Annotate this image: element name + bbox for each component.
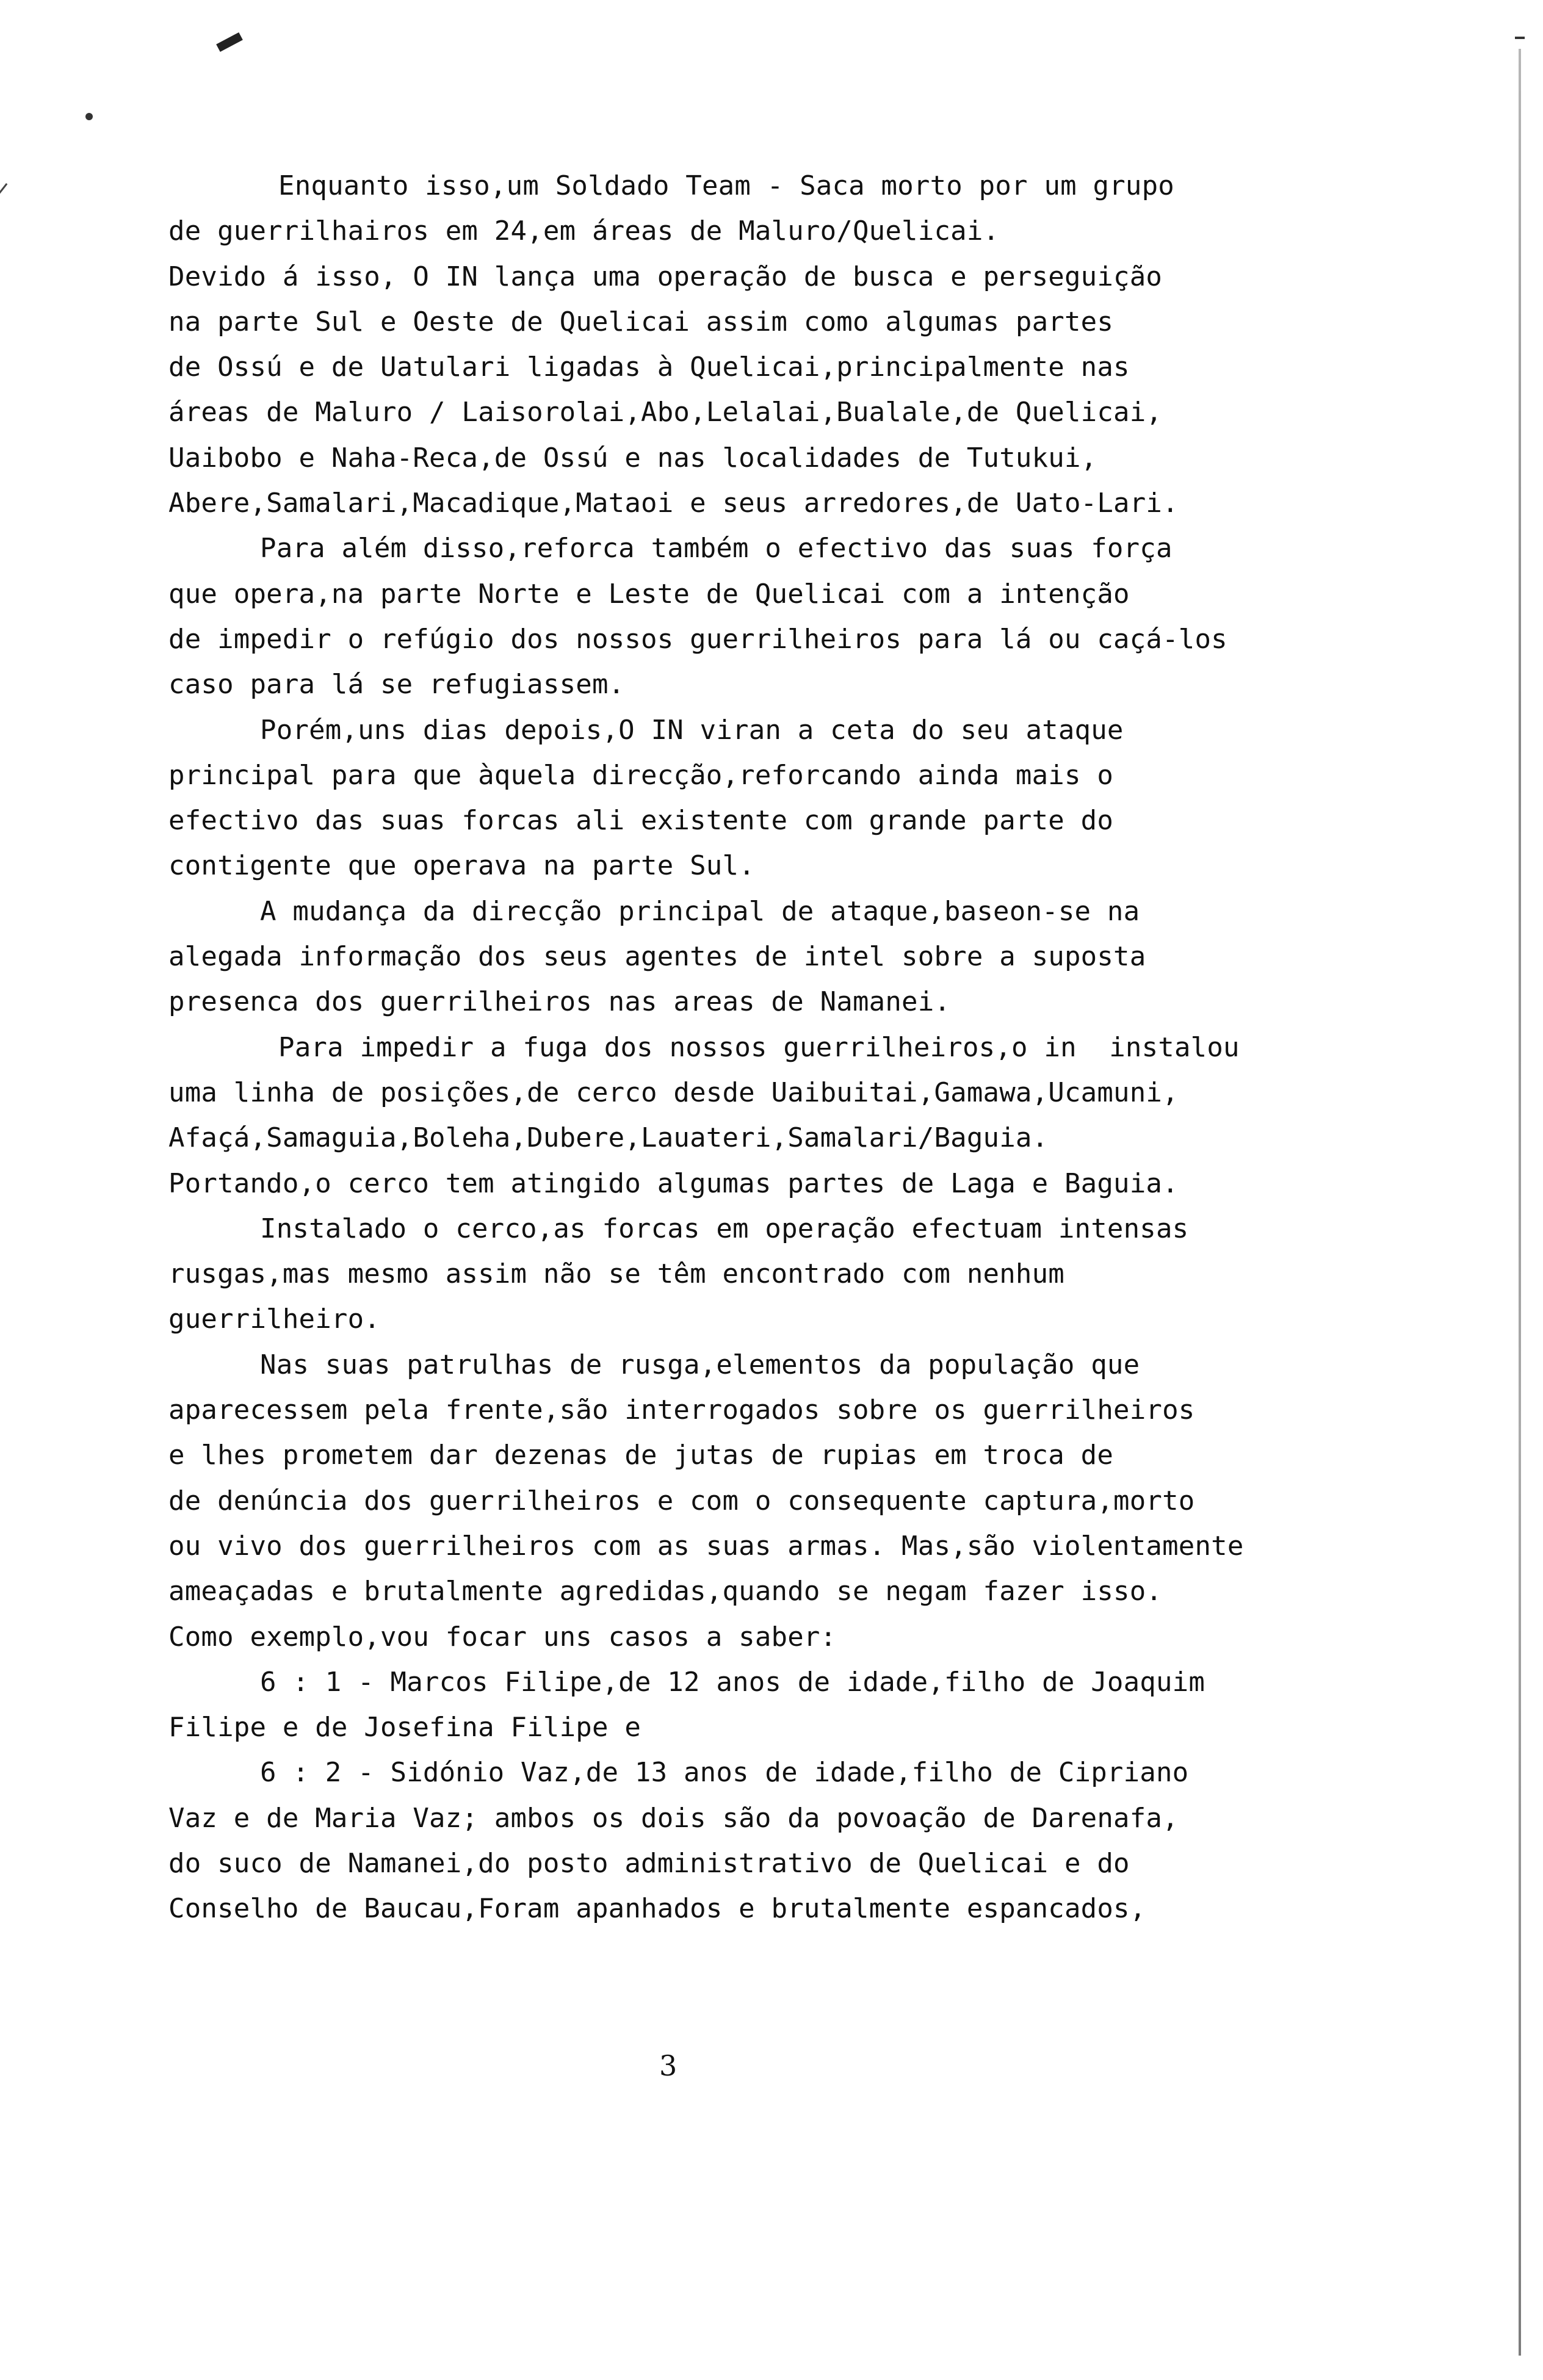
body-text: [168, 164, 1389, 1932]
page-number: 3: [659, 2049, 678, 2082]
text-line: 6 : 1 - Marcos Filipe,de 12 anos de idade,filho de Joaquim: [260, 1666, 1205, 1698]
text-line: Como exemplo,vou focar uns casos a saber:: [168, 1621, 837, 1653]
scan-dot: [85, 113, 93, 120]
text-line: ou vivo dos guerrilheiros com as suas armas. Mas,são violentamente: [168, 1530, 1244, 1562]
text-line: de guerrilhairos em 24,em áreas de Maluro/Quelicai.: [168, 215, 1000, 247]
text-line: Enquanto isso,um Soldado Team - Saca morto por um grupo: [278, 170, 1174, 201]
text-line: de impedir o refúgio dos nossos guerrilheiros para lá ou caçá-los: [168, 623, 1227, 655]
scan-edge-tick: [1515, 37, 1525, 39]
text-line: Vaz e de Maria Vaz; ambos os dois são da povoação de Darenafa,: [168, 1802, 1179, 1834]
text-line: Conselho de Baucau,Foram apanhados e brutalmente espancados,: [168, 1893, 1146, 1925]
text-line: Abere,Samalari,Macadique,Mataoi e seus arredores,de Uato-Lari.: [168, 488, 1179, 519]
text-line: presenca dos guerrilheiros nas areas de Namanei.: [168, 986, 951, 1018]
text-line: uma linha de posições,de cerco desde Uaibuitai,Gamawa,Ucamuni,: [168, 1076, 1179, 1108]
text-line: de Ossú e de Uatulari ligadas à Quelicai,principalmente nas: [168, 352, 1130, 383]
text-line: Portando,o cerco tem atingido algumas partes de Laga e Baguia.: [168, 1167, 1179, 1199]
text-line: alegada informação dos seus agentes de intel sobre a suposta: [168, 941, 1146, 973]
text-line: ameaçadas e brutalmente agredidas,quando se negam fazer isso.: [168, 1576, 1163, 1607]
text-line: na parte Sul e Oeste de Quelicai assim como algumas partes: [168, 306, 1114, 337]
text-line: e lhes prometem dar dezenas de jutas de rupias em troca de: [168, 1440, 1114, 1471]
text-line: Para além disso,reforca também o efectivo das suas força: [260, 533, 1173, 564]
scan-line: [0, 183, 7, 280]
text-line: guerrilheiro.: [168, 1304, 380, 1335]
text-line: caso para lá se refugiassem.: [168, 669, 625, 701]
text-line: aparecessem pela frente,são interrogados sobre os guerrilheiros: [168, 1394, 1195, 1426]
text-line: que opera,na parte Norte e Leste de Quelicai com a intenção: [168, 578, 1130, 610]
text-line: Instalado o cerco,as forcas em operação efectuam intensas: [260, 1213, 1189, 1244]
text-line: rusgas,mas mesmo assim não se têm encontrado com nenhum: [168, 1258, 1064, 1290]
text-line: de denúncia dos guerrilheiros e com o consequente captura,morto: [168, 1485, 1195, 1516]
text-line: principal para que àquela direcção,reforcando ainda mais o: [168, 759, 1114, 791]
text-line: A mudança da direcção principal de ataque,baseon-se na: [260, 895, 1140, 927]
text-line: Porém,uns dias depois,O IN viran a ceta do seu ataque: [260, 714, 1124, 746]
scan-edge: [1519, 49, 1521, 2356]
text-line: áreas de Maluro / Laisorolai,Abo,Lelalai,Bualale,de Quelicai,: [168, 397, 1163, 428]
text-line: contigente que operava na parte Sul.: [168, 850, 755, 882]
text-line: Filipe e de Josefina Filipe e: [168, 1712, 641, 1744]
text-line: Afaçá,Samaguia,Boleha,Dubere,Lauateri,Samalari/Baguia.: [168, 1122, 1049, 1154]
text-line: efectivo das suas forcas ali existente com grande parte do: [168, 805, 1114, 837]
text-line: Para impedir a fuga dos nossos guerrilheiros,o in instalou: [278, 1031, 1240, 1063]
text-line: 6 : 2 - Sidónio Vaz,de 13 anos de idade,filho de Cipriano: [260, 1757, 1189, 1789]
text-line: Nas suas patrulhas de rusga,elementos da população que: [260, 1349, 1140, 1380]
text-line: do suco de Namanei,do posto administrativo de Quelicai e do: [168, 1847, 1130, 1879]
text-line: Devido á isso, O IN lança uma operação de busca e perseguição: [168, 261, 1163, 292]
text-line: Uaibobo e Naha-Reca,de Ossú e nas localidades de Tutukui,: [168, 442, 1097, 474]
scan-mark: [216, 32, 243, 52]
